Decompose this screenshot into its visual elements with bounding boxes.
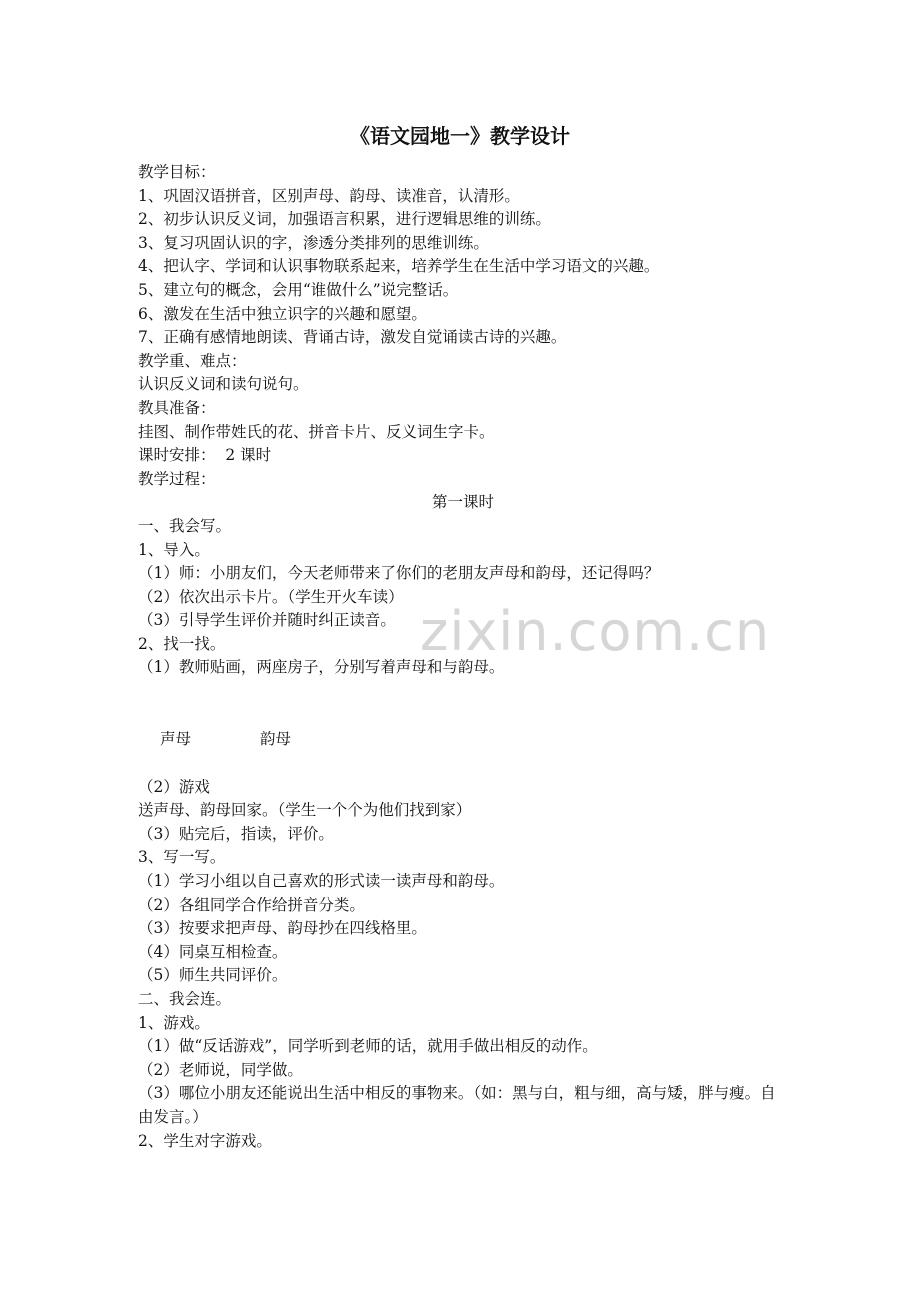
goal-item: 5、建立句的概念，会用“谁做什么”说完整话。 bbox=[138, 280, 459, 299]
part1-write: 3、写一写。 bbox=[138, 848, 226, 867]
part2-heading: 二、我会连。 bbox=[138, 990, 232, 1008]
lesson-heading: 第一课时 bbox=[431, 493, 494, 512]
picture-gap-bottom bbox=[138, 752, 788, 776]
goal-item: 7、正确有感情地朗读、背诵古诗，激发自觉诵读古诗的兴趣。 bbox=[138, 328, 567, 347]
goal-item: 3、复习巩固认识的字，渗透分类排列的思维训练。 bbox=[138, 233, 489, 252]
part2-pair: 2、学生对字游戏。 bbox=[138, 1131, 272, 1150]
find-item: （1）教师贴画，两座房子，分别写着声母和与韵母。 bbox=[138, 658, 505, 677]
write-item: （1）学习小组以自己喜欢的形式读一读声母和韵母。 bbox=[138, 872, 505, 891]
house-label-yunmu: 韵母 bbox=[260, 730, 292, 749]
game-item: （1）做“反话游戏”，同学听到老师的话，就用手做出相反的动作。 bbox=[138, 1037, 598, 1056]
key-points-text: 认识反义词和读句说句。 bbox=[138, 375, 309, 394]
document-title: 《语文园地一》教学设计 bbox=[350, 124, 570, 148]
watermark: zixin.com.cn bbox=[420, 600, 771, 663]
write-item: （5）师生共同评价。 bbox=[138, 966, 288, 985]
goal-item: 4、把认字、学词和认识事物联系起来，培养学生在生活中学习语文的兴趣。 bbox=[138, 257, 660, 276]
find-more-item: 送声母、韵母回家。（学生一个个为他们找到家） bbox=[138, 801, 472, 820]
write-item: （3）按要求把声母、韵母抄在四线格里。 bbox=[138, 919, 427, 938]
materials-text: 挂图、制作带姓氏的花、拼音卡片、反义词生字卡。 bbox=[138, 422, 495, 441]
part2-game: 1、游戏。 bbox=[138, 1013, 210, 1032]
document-body bbox=[138, 161, 788, 1153]
part1-intro: 1、导入。 bbox=[138, 540, 210, 559]
intro-item: （1）师：小朋友们，今天老师带来了你们的老朋友声母和韵母，还记得吗？ bbox=[138, 564, 660, 583]
find-more-item: （2）游戏 bbox=[138, 777, 210, 796]
find-more-item: （3）贴完后，指读，评价。 bbox=[138, 824, 334, 843]
goal-item: 1、巩固汉语拼音，区别声母、韵母、读准音，认清形。 bbox=[138, 186, 520, 205]
picture-gap bbox=[138, 680, 788, 728]
part1-find: 2、找一找。 bbox=[138, 634, 226, 653]
house-labels bbox=[138, 728, 788, 752]
schedule-line: 课时安排： 2 课时 bbox=[138, 446, 272, 465]
write-item: （2）各组同学合作给拼音分类。 bbox=[138, 895, 365, 914]
goals-heading: 教学目标： bbox=[138, 163, 216, 181]
goal-item: 6、激发在生活中独立识字的兴趣和愿望。 bbox=[138, 304, 427, 323]
materials-heading: 教具准备： bbox=[138, 398, 216, 417]
process-heading: 教学过程： bbox=[138, 469, 216, 488]
intro-item: （2）依次出示卡片。（学生开火车读） bbox=[138, 587, 404, 606]
game-item: （2）老师说，同学做。 bbox=[138, 1060, 303, 1079]
write-item: （4）同桌互相检查。 bbox=[138, 942, 288, 961]
house-label-shengmu: 声母 bbox=[160, 730, 192, 749]
intro-item: （3）引导学生评价并随时纠正读音。 bbox=[138, 611, 396, 630]
game-item: （3）哪位小朋友还能说出生活中相反的事物来。（如：黑与白，粗与细，高与矮，胖与瘦。自由发言。） bbox=[138, 1084, 776, 1126]
part1-heading: 一、我会写。 bbox=[138, 516, 232, 535]
key-points-heading: 教学重、难点： bbox=[138, 351, 247, 370]
goal-item: 2、初步认识反义词，加强语言积累，进行逻辑思维的训练。 bbox=[138, 210, 551, 229]
